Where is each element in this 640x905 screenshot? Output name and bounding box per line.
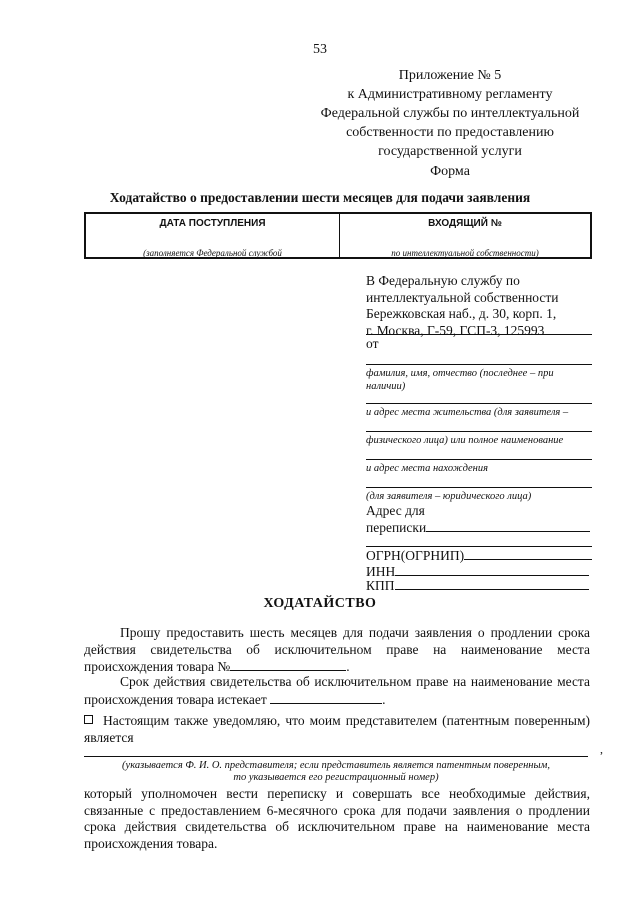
form-label: Форма [430, 164, 470, 179]
representative-checkbox[interactable] [84, 715, 93, 724]
applicant-name-line[interactable] [366, 364, 592, 365]
certificate-number-line[interactable] [230, 658, 346, 671]
request-text: Прошу предоставить шесть месяцев для подачи заявления о продлении срока действия свидетельства об исключительном праве на наименование места происхождения товара № [84, 625, 590, 674]
authority-paragraph: который уполномочен вести переписку и совершать все необходимые действия, связанные с предоставлением 6-месячного срока для подачи заявления о продлении срока действия свидетельства об исключительном праве на наименование места происхождения товара. [84, 786, 590, 851]
appendix-line: к Административному регламенту [347, 87, 553, 102]
kpp-label: КПП [366, 578, 395, 593]
table-note-left: (заполняется Федеральной службой [143, 248, 282, 258]
correspondence-label: Адрес для [366, 503, 425, 518]
petition-title: ХОДАТАЙСТВО [263, 596, 377, 611]
inn-input-line[interactable] [395, 563, 589, 576]
representative-hint [84, 760, 588, 784]
recipient-line: В Федеральную службу по [366, 273, 520, 288]
incoming-number-header: ВХОДЯЩИЙ № [428, 218, 502, 229]
page-number: 53 [313, 42, 327, 57]
appendix-line: Федеральной службы по интеллектуальной [320, 106, 580, 121]
applicant-location-line[interactable] [366, 459, 592, 460]
correspondence-field [366, 519, 590, 536]
margin-mark: , [600, 742, 603, 756]
representative-paragraph [84, 713, 590, 746]
applicant-legal-line[interactable] [366, 487, 592, 488]
kpp-input-line[interactable] [395, 577, 589, 590]
appendix-line: собственности по предоставлению [346, 125, 554, 140]
representative-name-line[interactable] [84, 756, 588, 757]
applicant-hint-name: фамилия, имя, отчество (последнее – при наличии) [366, 368, 554, 392]
expiry-date-line[interactable] [270, 691, 382, 704]
kpp-field [366, 577, 589, 594]
receipt-date-header: ДАТА ПОСТУПЛЕНИЯ [159, 218, 266, 229]
recipient-line: г. Москва, Г-59, ГСП-3, 125993 [366, 322, 545, 338]
table-note-right: по интеллектуальной собственности) [391, 248, 539, 258]
applicant-hint-physical: физического лица) или полное наименование [366, 435, 564, 446]
recipient-address [366, 273, 596, 339]
applicant-hint-location: и адрес места нахождения [366, 463, 489, 474]
field-underline [366, 334, 592, 335]
ogrn-input-line[interactable] [464, 547, 592, 560]
correspondence-label-2: переписки [366, 520, 427, 535]
recipient-line: интеллектуальной собственности [366, 289, 559, 305]
ogrn-label: ОГРН(ОГРНИП) [366, 548, 465, 563]
request-paragraph: Прошу предоставить шесть месяцев для подачи заявления о продлении срока действия свидетельства об исключительном праве на наименование места происхождения товара № . [84, 625, 590, 674]
from-label: от [366, 336, 379, 351]
appendix-line: государственной услуги [378, 144, 522, 159]
correspondence-input-line[interactable] [426, 519, 590, 532]
recipient-line: Бережковская наб., д. 30, корп. 1, [366, 306, 557, 321]
representative-text: Настоящим также уведомляю, что моим представителем (патентным поверенным) является [84, 713, 590, 745]
applicant-hint-address: и адрес места жительства (для заявителя – [366, 407, 569, 418]
appendix-header [290, 66, 610, 161]
document-title: Ходатайство о предоставлении шести месяцев для подачи заявления [109, 190, 531, 205]
representative-hint-line: то указывается его регистрационный номер) [233, 772, 439, 783]
applicant-extra-line[interactable] [366, 431, 592, 432]
expiry-text: Срок действия свидетельства об исключительном праве на наименование места происхождения товара истекает [84, 674, 590, 707]
applicant-hint-legal: (для заявителя – юридического лица) [366, 491, 532, 502]
appendix-line: Приложение № 5 [398, 68, 502, 83]
ogrn-field [366, 547, 592, 564]
applicant-address-line[interactable] [366, 403, 592, 404]
representative-hint-line: (указывается Ф. И. О. представителя; если представитель является патентным поверенным, [122, 760, 550, 771]
registration-table [84, 212, 592, 259]
expiry-paragraph: Срок действия свидетельства об исключительном праве на наименование места происхождения товара истекает . [84, 674, 590, 707]
inn-label: ИНН [366, 564, 396, 579]
